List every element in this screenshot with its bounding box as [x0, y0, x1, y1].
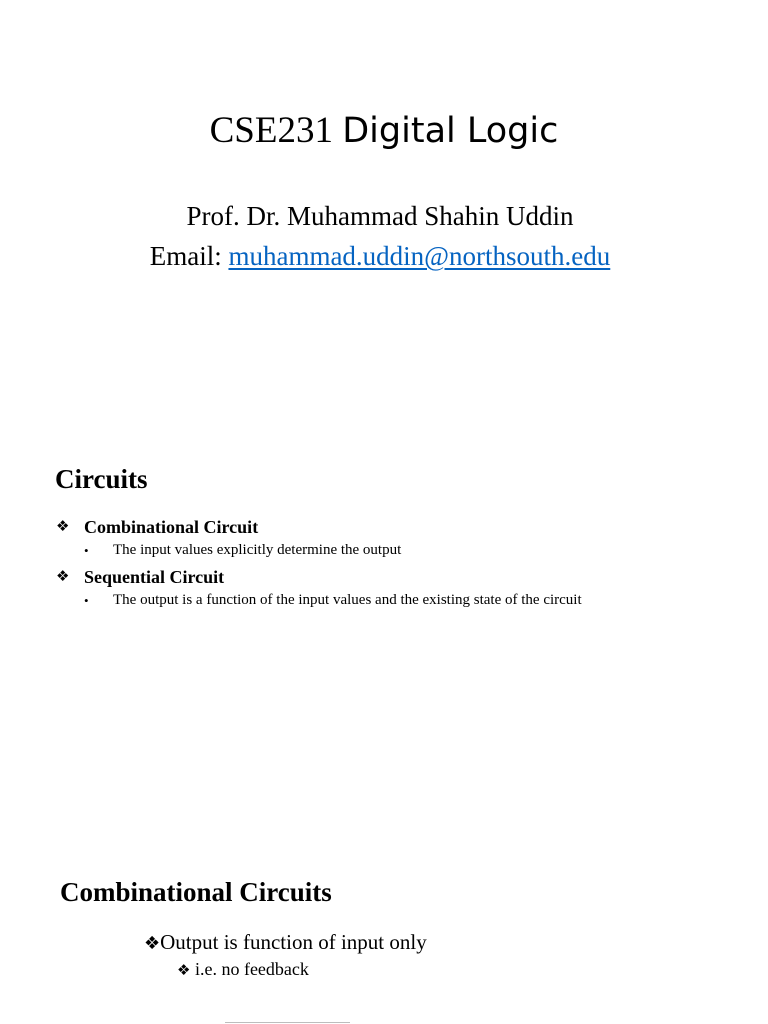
circuits-heading: Circuits [55, 464, 148, 494]
combinational-sub-bullet [177, 957, 309, 982]
slide-title [0, 108, 768, 154]
dot-bullet-icon: • [84, 543, 89, 558]
diamond-bullet-icon: ❖ [56, 567, 70, 585]
diamond-bullet-icon: ❖ [177, 961, 191, 979]
instructor-name: Prof. Dr. Muhammad Shahin Uddin [186, 201, 574, 231]
divider [225, 1022, 350, 1023]
course-code: CSE231 [209, 110, 333, 151]
email-label: Email: [149, 241, 229, 271]
combinational-circuit-description: The input values explicitly determine the output [113, 542, 402, 558]
diamond-bullet-icon: ❖ [144, 933, 161, 954]
dot-bullet-icon: • [84, 593, 89, 608]
email-link[interactable]: muhammad.uddin@northsouth.edu [228, 241, 611, 271]
combinational-circuit-label: Combinational Circuit [84, 517, 259, 537]
combinational-bullet-text: Output is function of input only [160, 930, 427, 954]
combinational-circuits-heading: Combinational Circuits [60, 877, 332, 907]
sequential-circuit-description: The output is a function of the input values and the existing state of the circuit [113, 592, 582, 608]
course-name: Digital Logic [342, 111, 559, 151]
combinational-sub-bullet-text: i.e. no feedback [194, 959, 309, 979]
combinational-bullet [144, 928, 427, 958]
diamond-bullet-icon: ❖ [56, 517, 70, 535]
email-line [0, 238, 760, 274]
sequential-circuit-label: Sequential Circuit [84, 567, 225, 587]
